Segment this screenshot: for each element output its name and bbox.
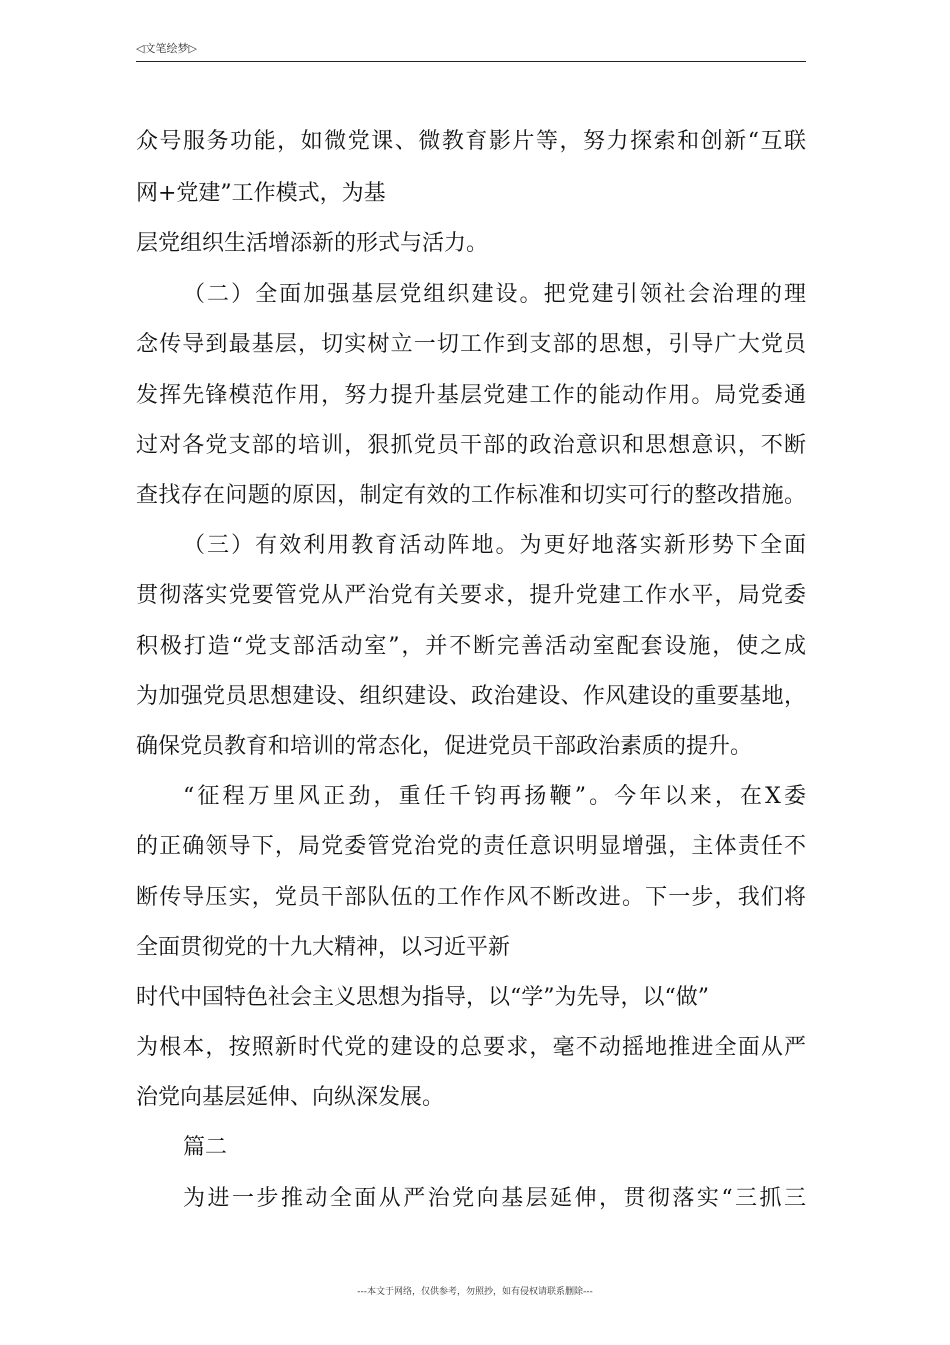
body-line-5: 念传导到最基层，切实树立一切工作到支部的思想，引导广大党员: [136, 332, 806, 357]
body-line-18: 时代中国特色社会主义思想为指导，以“学”为先导，以“做”: [136, 985, 709, 1010]
body-line-13: 确保党员教育和培训的常态化，促进党员干部政治素质的提升。: [136, 734, 753, 759]
section-heading: 篇二: [183, 1135, 228, 1160]
body-line-16: 断传导压实，党员干部队伍的工作作风不断改进。下一步，我们将: [136, 885, 806, 910]
body-line-1: 众号服务功能，如微党课、微教育影片等，努力探索和创新“互联: [136, 129, 806, 154]
body-line-4: （二）全面加强基层党组织建设。把党建引领社会治理的理: [183, 282, 806, 307]
body-line-22: 为进一步推动全面从严治党向基层延伸，贯彻落实“三抓三: [183, 1186, 806, 1211]
body-line-10: 贯彻落实党要管党从严治党有关要求，提升党建工作水平，局党委: [136, 583, 806, 608]
body-line-14: “征程万里风正劲，重任千钧再扬鞭”。今年以来，在X委: [183, 784, 806, 809]
body-line-17: 全面贯彻党的十九大精神，以习近平新: [136, 935, 511, 960]
body-line-2: 网+党建”工作模式，为基: [136, 181, 386, 206]
body-line-20: 治党向基层延伸、向纵深发展。: [136, 1085, 445, 1110]
body-line-9: （三）有效利用教育活动阵地。为更好地落实新形势下全面: [183, 533, 806, 558]
body-line-12: 为加强党员思想建设、组织建设、政治建设、作风建设的重要基地，: [136, 684, 806, 709]
document-header-brand: ◁文笔绘梦▷: [136, 42, 197, 55]
body-line-7: 过对各党支部的培训，狠抓党员干部的政治意识和思想意识，不断: [136, 433, 806, 458]
body-line-11: 积极打造“党支部活动室”，并不断完善活动室配套设施，使之成: [136, 634, 806, 659]
header-divider: [136, 61, 806, 62]
document-footer-disclaimer: ---本文于网络，仅供参考，勿照抄，如有侵权请联系删除---: [357, 1287, 593, 1297]
body-line-6: 发挥先锋模范作用，努力提升基层党建工作的能动作用。局党委通: [136, 383, 806, 408]
body-line-8: 查找存在问题的原因，制定有效的工作标准和切实可行的整改措施。: [136, 483, 806, 508]
body-line-3: 层党组织生活增添新的形式与活力。: [136, 231, 489, 256]
body-line-15: 的正确领导下，局党委管党治党的责任意识明显增强，主体责任不: [136, 834, 806, 859]
body-line-19: 为根本，按照新时代党的建设的总要求，毫不动摇地推进全面从严: [136, 1035, 806, 1060]
